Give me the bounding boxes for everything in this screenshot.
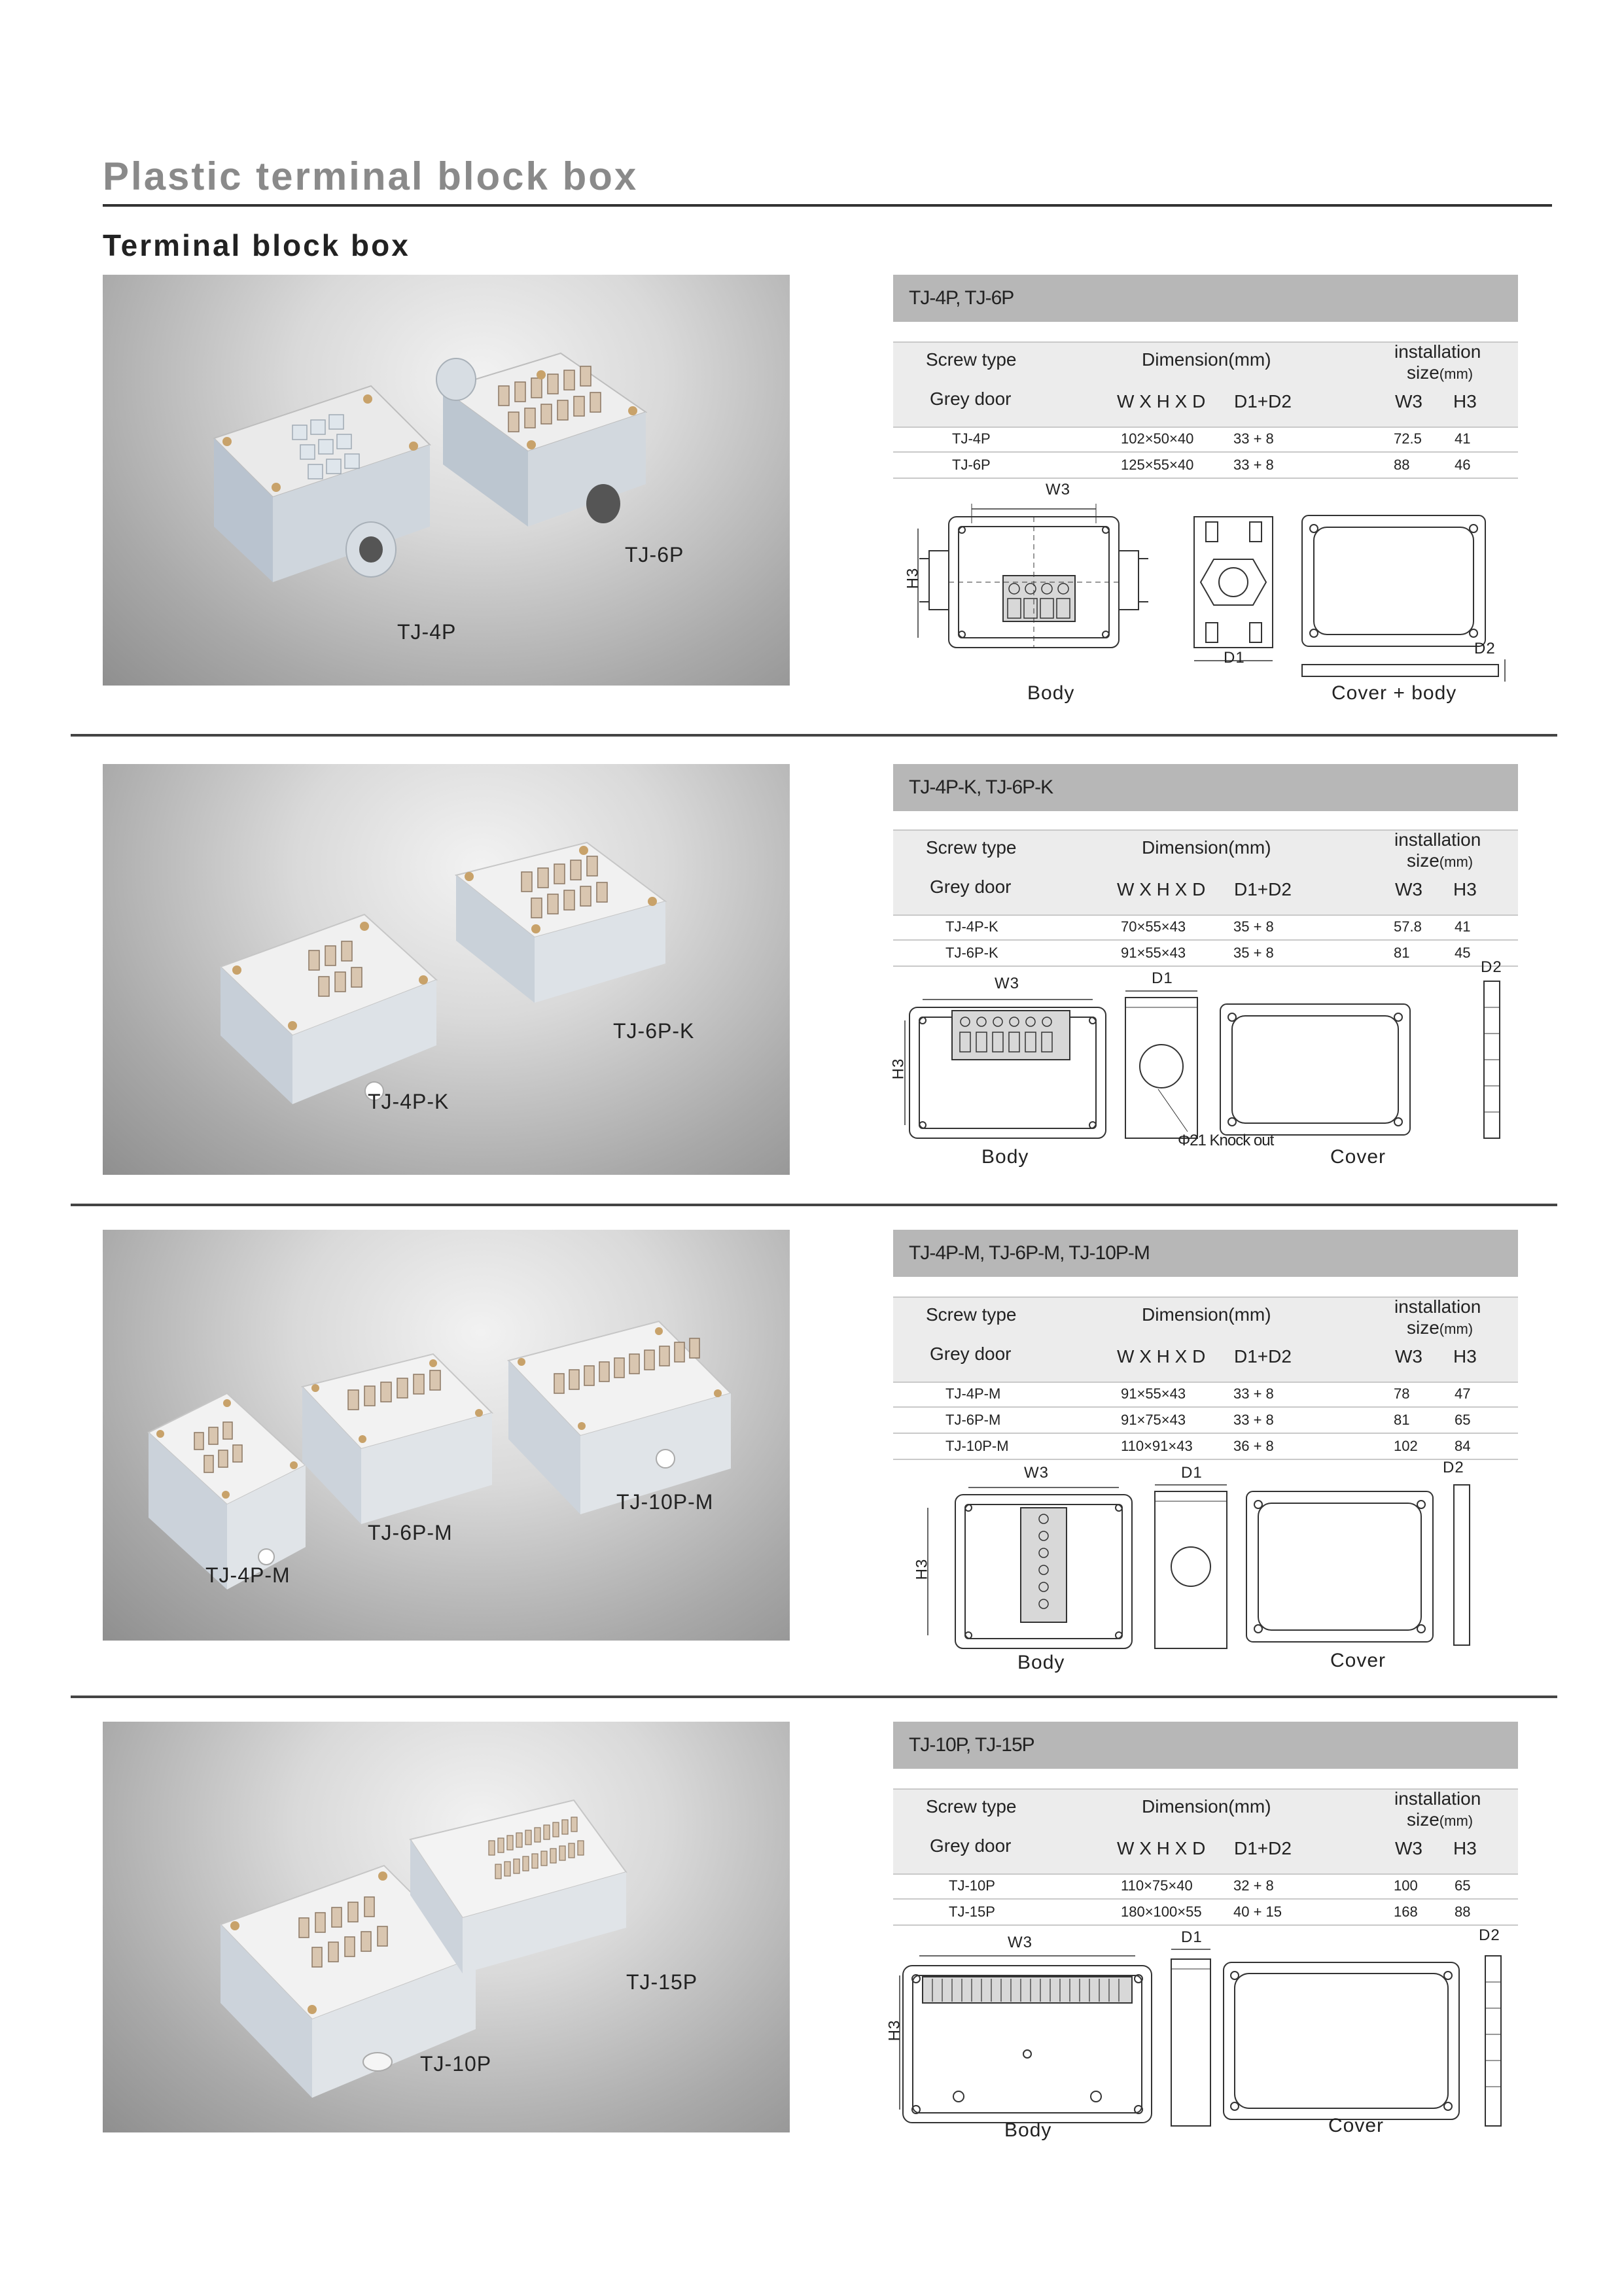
- cell-whd: 110×75×40: [1121, 1877, 1193, 1894]
- cell-whd: 110×91×43: [1121, 1438, 1193, 1454]
- technical-drawing: [893, 478, 1521, 713]
- cell-w3: 81: [1394, 1412, 1410, 1428]
- dim-label: H3: [904, 567, 922, 589]
- cell-whd: 180×100×55: [1121, 1904, 1202, 1920]
- col-installation: installation: [1394, 829, 1481, 850]
- cell-h3: 65: [1455, 1412, 1471, 1428]
- drawing-caption: Body: [1017, 1652, 1065, 1673]
- cell-whd: 91×75×43: [1121, 1412, 1186, 1428]
- model-header: TJ-4P, TJ-6P: [893, 275, 1518, 322]
- dim-label: D2: [1443, 1459, 1464, 1476]
- col-size-unit: (mm): [1439, 1321, 1474, 1337]
- col-grey-door: Grey door: [930, 1835, 1012, 1856]
- cell-model: TJ-6P-K: [945, 945, 998, 961]
- title-rule: [103, 204, 1552, 207]
- cell-model: TJ-4P: [952, 430, 991, 447]
- col-screw-type: Screw type: [926, 837, 1017, 858]
- technical-drawing: [885, 1923, 1521, 2146]
- cell-model: TJ-4P-K: [945, 918, 998, 935]
- cell-w3: 100: [1394, 1877, 1418, 1894]
- cell-w3: 88: [1394, 457, 1410, 473]
- dim-label: D1: [1181, 1928, 1203, 1946]
- technical-drawing: [889, 958, 1521, 1191]
- cell-w3: 78: [1394, 1385, 1410, 1402]
- photo-label: TJ-6P-M: [368, 1521, 453, 1544]
- cell-d: 32 + 8: [1233, 1877, 1274, 1894]
- dim-label: H3: [913, 1558, 931, 1580]
- photo-label: TJ-6P-K: [613, 1019, 695, 1043]
- cell-whd: 70×55×43: [1121, 918, 1186, 935]
- col-grey-door: Grey door: [930, 877, 1012, 897]
- col-installation: installation: [1394, 1296, 1481, 1317]
- product-photo: [103, 1722, 790, 2132]
- col-dimension: Dimension(mm): [1142, 1796, 1271, 1817]
- cell-h3: 41: [1455, 430, 1471, 447]
- cell-w3: 81: [1394, 945, 1410, 961]
- col-size-unit: (mm): [1439, 854, 1474, 870]
- col-size: size: [1407, 1809, 1439, 1830]
- col-size: size: [1407, 1317, 1439, 1338]
- cell-d: 33 + 8: [1233, 430, 1274, 447]
- col-whd: W X H X D: [1117, 879, 1206, 899]
- model-header: TJ-10P, TJ-15P: [893, 1722, 1518, 1769]
- col-screw-type: Screw type: [926, 1304, 1017, 1325]
- cell-h3: 47: [1455, 1385, 1471, 1402]
- product-photo: [103, 764, 790, 1175]
- technical-drawing: [893, 1459, 1521, 1681]
- col-w3: W3: [1395, 391, 1422, 411]
- col-dimension: Dimension(mm): [1142, 349, 1271, 370]
- col-size-unit: (mm): [1439, 1813, 1474, 1829]
- dim-label: D1: [1152, 969, 1173, 987]
- photo-label: TJ-10P: [420, 2052, 492, 2076]
- cell-h3: 88: [1455, 1904, 1471, 1920]
- cell-d: 40 + 15: [1233, 1904, 1282, 1920]
- model-header: TJ-4P-K, TJ-6P-K: [893, 764, 1518, 811]
- col-h3: H3: [1453, 879, 1477, 899]
- col-grey-door: Grey door: [930, 389, 1012, 409]
- cell-w3: 57.8: [1394, 918, 1422, 935]
- col-screw-type: Screw type: [926, 1796, 1017, 1817]
- dim-label: W3: [1008, 1934, 1033, 1951]
- cell-model: TJ-15P: [949, 1904, 995, 1920]
- dim-label: H3: [889, 1058, 908, 1080]
- drawing-caption: Body: [1004, 2119, 1052, 2141]
- drawing-caption: Cover: [1330, 1650, 1386, 1671]
- col-h3: H3: [1453, 1838, 1477, 1858]
- cell-h3: 45: [1455, 945, 1471, 961]
- table-row: [893, 426, 1518, 453]
- cell-h3: 65: [1455, 1877, 1471, 1894]
- cell-d: 33 + 8: [1233, 457, 1274, 473]
- cell-model: TJ-6P-M: [945, 1412, 1001, 1428]
- product-photo: [103, 275, 790, 686]
- photo-label: TJ-4P: [397, 620, 457, 644]
- photo-label: TJ-4P-M: [205, 1563, 291, 1587]
- table-row: [893, 1408, 1518, 1434]
- dim-label: D2: [1479, 1926, 1500, 1944]
- col-w3: W3: [1395, 879, 1422, 899]
- dim-label: D1: [1181, 1464, 1203, 1482]
- col-w3: W3: [1395, 1346, 1422, 1366]
- cell-model: TJ-4P-M: [945, 1385, 1001, 1402]
- cell-w3: 102: [1394, 1438, 1418, 1454]
- drawing-caption: Cover + body: [1332, 682, 1457, 704]
- cell-whd: 91×55×43: [1121, 945, 1186, 961]
- col-grey-door: Grey door: [930, 1344, 1012, 1364]
- drawing-caption: Cover: [1328, 2115, 1385, 2136]
- dim-label: W3: [1024, 1464, 1049, 1482]
- table-row: [893, 1873, 1518, 1900]
- table-row: [893, 1434, 1518, 1460]
- model-header: TJ-4P-M, TJ-6P-M, TJ-10P-M: [893, 1230, 1518, 1277]
- col-d1d2: D1+D2: [1234, 1346, 1292, 1366]
- photo-label: TJ-4P-K: [368, 1090, 450, 1113]
- col-h3: H3: [1453, 391, 1477, 411]
- dim-label: D1: [1224, 649, 1245, 667]
- section-divider: [71, 1204, 1557, 1206]
- page-subtitle: Terminal block box: [103, 228, 410, 262]
- cell-model: TJ-10P: [949, 1877, 995, 1894]
- cell-model: TJ-6P: [952, 457, 991, 473]
- col-dimension: Dimension(mm): [1142, 837, 1271, 858]
- col-d1d2: D1+D2: [1234, 879, 1292, 899]
- drawing-caption: Body: [981, 1146, 1029, 1168]
- cell-model: TJ-10P-M: [945, 1438, 1009, 1454]
- cell-whd: 102×50×40: [1121, 430, 1194, 447]
- cell-w3: 168: [1394, 1904, 1418, 1920]
- col-whd: W X H X D: [1117, 1346, 1206, 1366]
- col-d1d2: D1+D2: [1234, 391, 1292, 411]
- col-installation: installation: [1394, 1788, 1481, 1809]
- col-d1d2: D1+D2: [1234, 1838, 1292, 1858]
- col-w3: W3: [1395, 1838, 1422, 1858]
- col-size-unit: (mm): [1439, 366, 1474, 382]
- drawing-caption: Cover: [1330, 1146, 1386, 1168]
- dim-label: D2: [1474, 640, 1496, 657]
- col-size: size: [1407, 362, 1439, 383]
- cell-h3: 84: [1455, 1438, 1471, 1454]
- cell-w3: 72.5: [1394, 430, 1422, 447]
- col-whd: W X H X D: [1117, 391, 1206, 411]
- cell-whd: 125×55×40: [1121, 457, 1194, 473]
- cell-h3: 46: [1455, 457, 1471, 473]
- dim-label: W3: [1046, 481, 1070, 498]
- col-whd: W X H X D: [1117, 1838, 1206, 1858]
- page-title: Plastic terminal block box: [103, 154, 639, 198]
- section-divider: [71, 1696, 1557, 1698]
- col-size: size: [1407, 850, 1439, 871]
- cell-whd: 91×55×43: [1121, 1385, 1186, 1402]
- cell-d: 33 + 8: [1233, 1412, 1274, 1428]
- col-screw-type: Screw type: [926, 349, 1017, 370]
- photo-label: TJ-10P-M: [616, 1490, 714, 1514]
- cell-d: 35 + 8: [1233, 945, 1274, 961]
- cell-d: 35 + 8: [1233, 918, 1274, 935]
- table-row: [893, 1900, 1518, 1926]
- photo-label: TJ-15P: [626, 1970, 698, 1994]
- col-h3: H3: [1453, 1346, 1477, 1366]
- section-divider: [71, 734, 1557, 737]
- drawing-caption: Body: [1027, 682, 1075, 704]
- table-row: [893, 1382, 1518, 1408]
- col-dimension: Dimension(mm): [1142, 1304, 1271, 1325]
- table-row: [893, 914, 1518, 941]
- product-photo: [103, 1230, 790, 1641]
- dim-label: D2: [1481, 958, 1502, 976]
- table-row: [893, 453, 1518, 479]
- knock-out-label: Φ21 Knock out: [1178, 1132, 1274, 1149]
- dim-label: H3: [885, 2019, 904, 2042]
- cell-d: 36 + 8: [1233, 1438, 1274, 1454]
- cell-h3: 41: [1455, 918, 1471, 935]
- table-row: [893, 941, 1518, 967]
- dim-label: W3: [995, 975, 1019, 992]
- photo-label: TJ-6P: [625, 543, 684, 566]
- col-installation: installation: [1394, 341, 1481, 362]
- cell-d: 33 + 8: [1233, 1385, 1274, 1402]
